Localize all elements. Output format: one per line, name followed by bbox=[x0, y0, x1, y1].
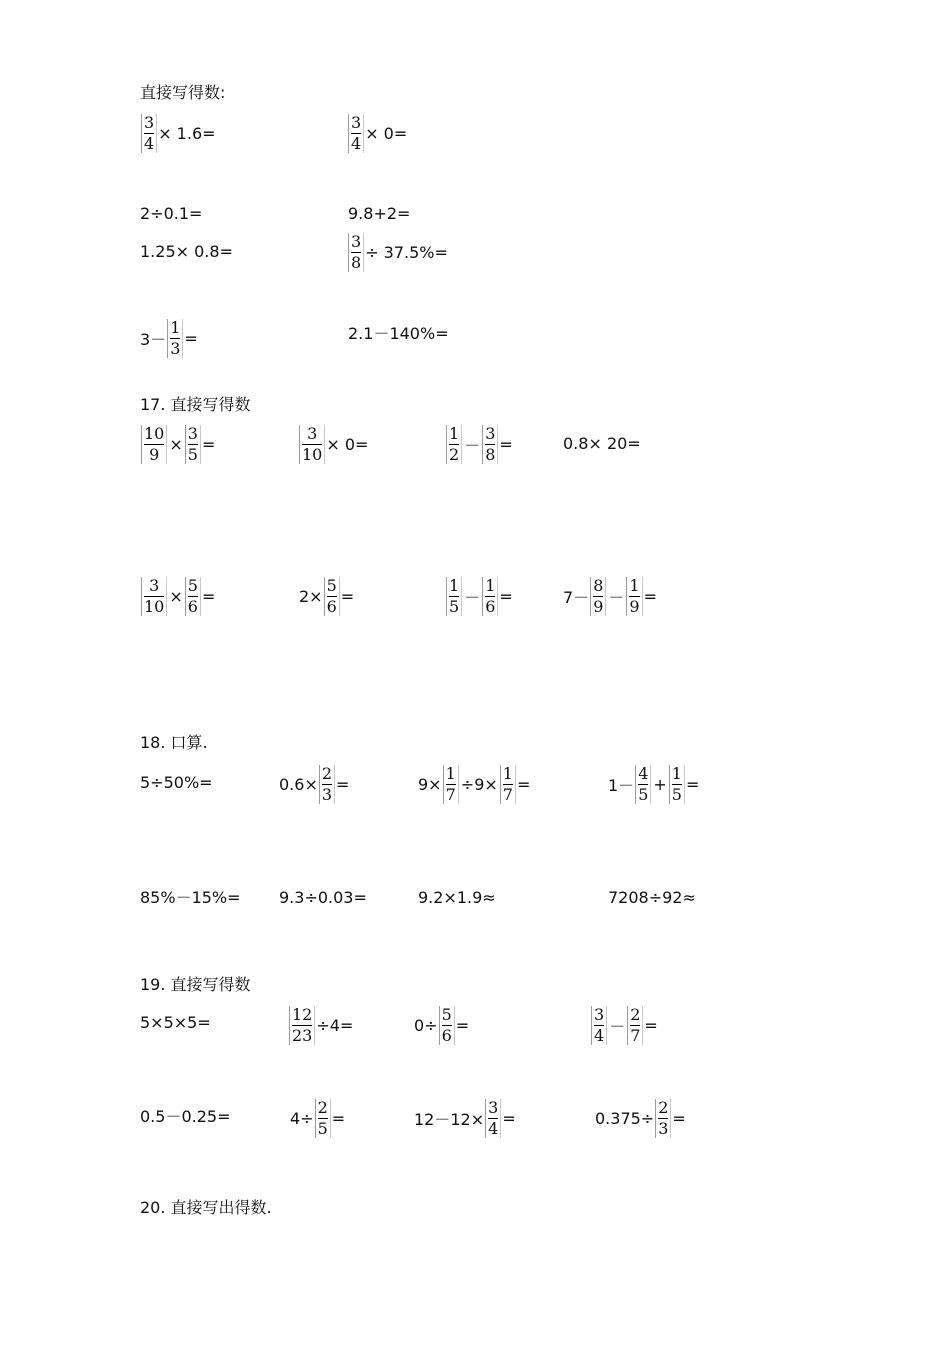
expression-rest: = bbox=[455, 1015, 470, 1035]
fraction bbox=[482, 577, 498, 616]
expression: 0.5－0.25= bbox=[140, 1107, 231, 1126]
operator: × bbox=[169, 586, 183, 606]
expression: 2.1－140%= bbox=[348, 324, 449, 343]
fraction bbox=[669, 765, 685, 804]
fraction bbox=[289, 1006, 315, 1045]
expression: 9.2×1.9≈ bbox=[418, 888, 496, 907]
fraction bbox=[500, 765, 516, 804]
numerator: 3 bbox=[187, 423, 198, 443]
numerator: 3 bbox=[307, 423, 318, 443]
expression bbox=[445, 420, 513, 468]
numerator: 1 bbox=[449, 575, 460, 595]
expression bbox=[418, 760, 530, 808]
numerator: 1 bbox=[671, 763, 682, 783]
expression bbox=[298, 420, 368, 468]
expression: 9.3÷0.03= bbox=[279, 888, 367, 907]
expression: 0.8× 20= bbox=[563, 434, 641, 453]
fraction bbox=[439, 1006, 455, 1045]
fraction bbox=[315, 1099, 331, 1138]
operator: － bbox=[609, 1016, 626, 1036]
numerator: 10 bbox=[144, 423, 165, 443]
denominator: 10 bbox=[144, 596, 165, 616]
operator: － bbox=[464, 435, 481, 455]
fraction bbox=[655, 1099, 671, 1138]
denominator: 5 bbox=[671, 784, 682, 804]
expression bbox=[590, 1001, 658, 1049]
expression-prefix: 3－ bbox=[140, 329, 167, 349]
expression bbox=[140, 109, 216, 157]
denominator: 7 bbox=[445, 784, 456, 804]
denominator: 9 bbox=[149, 444, 160, 464]
fraction bbox=[482, 425, 498, 464]
numerator: 3 bbox=[351, 112, 362, 132]
numerator: 2 bbox=[630, 1004, 641, 1024]
numerator: 3 bbox=[485, 423, 496, 443]
numerator: 1 bbox=[170, 317, 181, 337]
expression bbox=[445, 572, 513, 620]
expression-rest: × 1.6= bbox=[158, 123, 216, 143]
expression-rest: = bbox=[331, 1108, 346, 1128]
fraction bbox=[485, 1099, 501, 1138]
operator: × bbox=[169, 434, 183, 454]
expression-rest: × 0= bbox=[365, 123, 408, 143]
expression-prefix: 12－12× bbox=[414, 1109, 485, 1129]
fraction bbox=[324, 577, 340, 616]
fraction bbox=[591, 1006, 607, 1045]
section-title: 直接写得数: bbox=[140, 83, 226, 102]
numerator: 2 bbox=[317, 1097, 328, 1117]
expression-prefix: 2× bbox=[299, 586, 323, 606]
expression bbox=[414, 1001, 469, 1049]
expression-prefix: 0.375÷ bbox=[595, 1108, 655, 1128]
expression-rest: = bbox=[499, 586, 513, 606]
expression bbox=[595, 1094, 686, 1142]
fraction bbox=[185, 425, 201, 464]
expression bbox=[140, 572, 215, 620]
fraction bbox=[167, 319, 183, 358]
fraction bbox=[185, 577, 201, 616]
numerator: 5 bbox=[187, 575, 198, 595]
operator: ÷9× bbox=[460, 774, 498, 794]
denominator: 3 bbox=[658, 1118, 669, 1138]
fraction bbox=[443, 765, 459, 804]
operator: － bbox=[464, 587, 481, 607]
numerator: 5 bbox=[326, 575, 337, 595]
expression-rest: = bbox=[201, 586, 216, 606]
denominator: 4 bbox=[351, 133, 362, 153]
expression-rest: = bbox=[184, 328, 198, 348]
denominator: 4 bbox=[144, 133, 155, 153]
fraction bbox=[141, 114, 157, 153]
numerator: 1 bbox=[502, 763, 513, 783]
expression bbox=[347, 109, 407, 157]
expression: 7208÷92≈ bbox=[608, 888, 696, 907]
denominator: 5 bbox=[638, 784, 649, 804]
expression bbox=[140, 314, 198, 362]
operator: － bbox=[608, 587, 625, 607]
denominator: 9 bbox=[593, 596, 604, 616]
numerator: 12 bbox=[292, 1004, 313, 1024]
fraction bbox=[446, 425, 462, 464]
expression bbox=[563, 572, 657, 620]
expression-rest: = bbox=[336, 774, 350, 794]
expression bbox=[608, 760, 699, 808]
expression: 85%－15%= bbox=[140, 888, 241, 907]
numerator: 3 bbox=[488, 1097, 499, 1117]
expression-rest: = bbox=[502, 1108, 516, 1128]
numerator: 1 bbox=[445, 763, 456, 783]
expression-prefix: 7－ bbox=[563, 587, 590, 607]
denominator: 8 bbox=[485, 444, 496, 464]
expression-prefix: 0÷ bbox=[414, 1015, 438, 1035]
expression-prefix: 0.6× bbox=[279, 774, 318, 794]
denominator: 5 bbox=[187, 444, 198, 464]
expression-rest: = bbox=[672, 1108, 686, 1128]
denominator: 6 bbox=[441, 1025, 452, 1045]
expression bbox=[290, 1094, 345, 1142]
denominator: 8 bbox=[351, 252, 362, 272]
denominator: 7 bbox=[502, 784, 513, 804]
denominator: 6 bbox=[485, 596, 496, 616]
numerator: 1 bbox=[485, 575, 496, 595]
expression-rest: = bbox=[340, 586, 355, 606]
numerator: 3 bbox=[351, 231, 362, 251]
denominator: 9 bbox=[629, 596, 640, 616]
expression bbox=[279, 760, 349, 808]
expression-rest: ÷4= bbox=[316, 1015, 354, 1035]
expression bbox=[414, 1094, 516, 1142]
operator: + bbox=[653, 774, 667, 794]
numerator: 2 bbox=[658, 1097, 669, 1117]
numerator: 4 bbox=[638, 763, 649, 783]
denominator: 5 bbox=[317, 1118, 328, 1138]
section-title: 19. 直接写得数 bbox=[140, 975, 251, 994]
expression-prefix: 1－ bbox=[608, 775, 635, 795]
denominator: 3 bbox=[170, 338, 181, 358]
fraction bbox=[590, 577, 606, 616]
expression-rest: ÷ 37.5%= bbox=[365, 242, 448, 262]
expression-rest: = bbox=[201, 434, 216, 454]
expression-rest: = bbox=[516, 774, 531, 794]
fraction bbox=[299, 425, 325, 464]
denominator: 2 bbox=[449, 444, 460, 464]
numerator: 3 bbox=[149, 575, 160, 595]
fraction bbox=[141, 577, 167, 616]
section-title: 20. 直接写出得数. bbox=[140, 1198, 272, 1217]
expression: 5÷50%= bbox=[140, 773, 213, 792]
section-title: 18. 口算. bbox=[140, 733, 208, 752]
expression-rest: = bbox=[499, 434, 513, 454]
denominator: 7 bbox=[630, 1025, 641, 1045]
section-title: 17. 直接写得数 bbox=[140, 395, 251, 414]
fraction bbox=[348, 233, 364, 272]
denominator: 23 bbox=[292, 1025, 313, 1045]
expression-prefix: 9× bbox=[418, 774, 442, 794]
expression-rest: = bbox=[644, 1015, 658, 1035]
expression bbox=[288, 1001, 353, 1049]
denominator: 3 bbox=[321, 784, 333, 804]
expression: 5×5×5= bbox=[140, 1013, 211, 1032]
fraction bbox=[348, 114, 364, 153]
fraction bbox=[319, 765, 335, 804]
expression: 2÷0.1= bbox=[140, 204, 203, 223]
fraction bbox=[626, 577, 642, 616]
fraction bbox=[635, 765, 651, 804]
numerator: 1 bbox=[629, 575, 640, 595]
fraction bbox=[141, 425, 167, 464]
expression bbox=[140, 420, 215, 468]
fraction bbox=[446, 577, 462, 616]
numerator: 5 bbox=[441, 1004, 452, 1024]
expression-rest: = bbox=[685, 774, 700, 794]
numerator: 2 bbox=[321, 763, 333, 783]
denominator: 4 bbox=[488, 1118, 499, 1138]
denominator: 6 bbox=[187, 596, 198, 616]
fraction bbox=[627, 1006, 643, 1045]
denominator: 4 bbox=[594, 1025, 605, 1045]
numerator: 3 bbox=[594, 1004, 605, 1024]
numerator: 1 bbox=[449, 423, 460, 443]
expression: 1.25× 0.8= bbox=[140, 242, 233, 261]
expression-rest: = bbox=[643, 586, 657, 606]
numerator: 3 bbox=[144, 112, 155, 132]
numerator: 8 bbox=[593, 575, 604, 595]
expression-prefix: 4÷ bbox=[290, 1108, 314, 1128]
expression: 9.8+2= bbox=[348, 204, 411, 223]
denominator: 5 bbox=[449, 596, 460, 616]
denominator: 10 bbox=[302, 444, 323, 464]
expression bbox=[347, 228, 448, 276]
expression bbox=[299, 572, 354, 620]
expression-rest: × 0= bbox=[326, 434, 369, 454]
denominator: 6 bbox=[326, 596, 337, 616]
